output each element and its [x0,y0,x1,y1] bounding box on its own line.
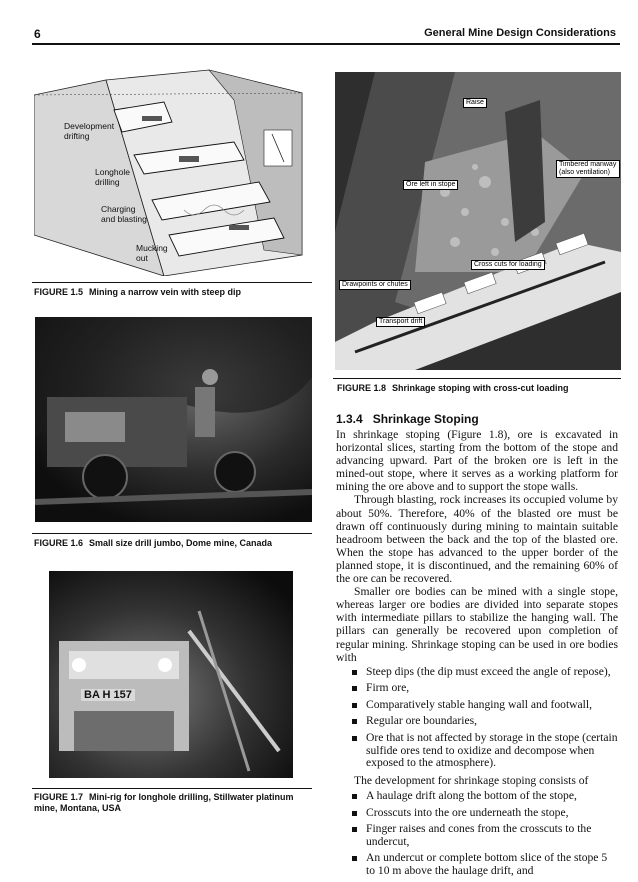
running-title: General Mine Design Considerations [424,27,616,39]
caption-number: FIGURE 1.8 [337,383,387,393]
paragraph: The development for shrinkage stoping consists of [354,773,589,787]
label-development-drifting: Development drifting [64,121,115,141]
label-charging-blasting: Charging and blasting [101,204,147,224]
label-mucking-out: Mucking out [136,243,168,263]
list-item: A haulage drift along the bottom of the stope, [352,790,618,803]
page-number: 6 [34,27,41,41]
label-transport-drift: Transport drift [376,317,425,327]
list-item: Crosscuts into the ore underneath the stope, [352,807,618,820]
header-rule [32,43,620,45]
label-ore-left-in-stope: Ore left in stope [403,180,458,190]
label-raise: Raise [463,98,487,108]
figure-1-6-photo [35,317,312,522]
section-heading: 1.3.4 Shrinkage Stoping [336,412,479,426]
figure-1-8-caption [337,383,621,394]
caption-number: FIGURE 1.6 [34,538,84,548]
list-item: Comparatively stable hanging wall and footwall, [352,699,618,712]
caption-text: Shrinkage stoping with cross-cut loading [392,383,569,393]
list-item: Ore that is not affected by storage in the stope (certain sulfide ores tend to oxidize and decompose when exposed to the atmosphere). [352,732,618,770]
caption-text: Mini-rig for longhole drilling, Stillwater platinum mine, Montana, USA [34,792,294,813]
figure-1-5-rule [32,282,312,283]
mini-rig-illustration [49,571,293,778]
list-item: Finger raises and cones from the crosscuts to the undercut, [352,823,618,848]
paragraph: Through blasting, rock increases its occupied volume by about 50%. Therefore, 40% of the blasted ore must be drawn off continuously during mining to maintain suitable headroom between the back and the top of the blasted ore. When the stope has advanced to the upper border of the planned stope, it is discontinued, and the remaining 60% of the ore can be recovered. [336,493,618,586]
caption-number: FIGURE 1.7 [34,792,84,802]
label-longhole-drilling: Longhole drilling [95,167,130,187]
paragraph: Smaller ore bodies can be mined with a single stope, whereas larger ore bodies are divided into separate stopes with intermediate pillars to stabilize the hanging wall. The pillars can generally be recovered upon completion of regular mining. Shrinkage stoping can be used in ore bodies with [336,585,618,664]
paragraph: In shrinkage stoping (Figure 1.8), ore is excavated in horizontal slices, starting from the bottom of the stope and advancing upward. Part of the broken ore is left in the mined-out stope, where it serves as a working platform for mining the ore above and to support the stope walls. [336,428,618,494]
figure-1-6-caption [34,538,314,549]
label-timbered-manway: Timbered manway (also ventilation) [556,160,620,178]
drill-jumbo-illustration [35,317,312,522]
body-text-column [336,428,618,882]
caption-text: Small size drill jumbo, Dome mine, Canada [89,538,273,548]
list-item: Regular ore boundaries, [352,715,618,728]
label-drawpoints: Drawpoints or chutes [339,280,411,290]
figure-1-8-rule [333,378,621,379]
list-item: An undercut or complete bottom slice of the stope 5 to 10 m above the haulage drift, and [352,852,618,877]
caption-number: FIGURE 1.5 [34,287,84,297]
figure-1-7-rule [32,788,312,789]
figure-1-7-caption [34,792,314,814]
figure-1-7-photo [49,571,293,778]
label-cross-cuts: Cross cuts for loading [471,260,545,270]
development-list [336,790,618,878]
figure-1-6-rule [32,533,312,534]
figure-1-5-caption [34,287,314,298]
figure-1-8-diagram [335,72,621,370]
list-item: Steep dips (the dip must exceed the angle of repose), [352,666,618,679]
caption-text: Mining a narrow vein with steep dip [89,287,242,297]
vehicle-plate: BA H 157 [81,689,135,701]
list-item: Firm ore, [352,682,618,695]
conditions-list [336,666,618,770]
